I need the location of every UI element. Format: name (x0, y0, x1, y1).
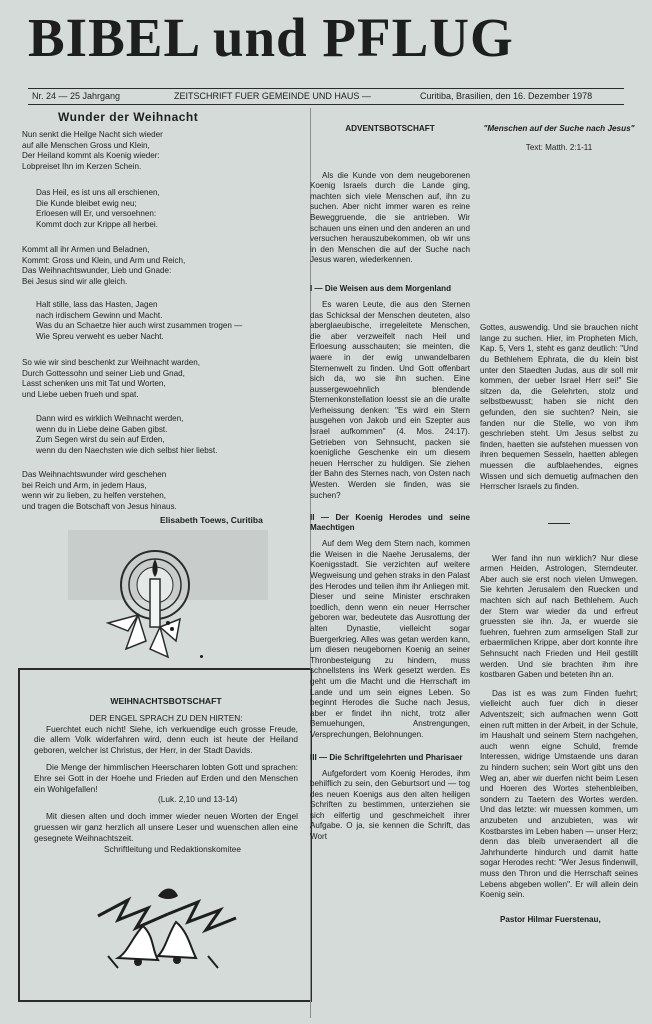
box-paragraph-1: Fuerchtet euch nicht! Siehe, ich verkuendige euch grosse Freude, die allem Volk widerfahren wird, denn euch ist heute der Heiland geboren, welcher ist Christus, der Herr, in der Stadt Davids. (34, 723, 298, 756)
poem-stanza-6 (36, 414, 217, 456)
box-paragraph-2: Die Menge der himmlischen Heerscharen lobten Gott und sprachen: Ehre sei Gott in der Hoehe und Frieden auf Erden und den Menschen ein Wohlgefallen! (34, 761, 298, 794)
box-subtitle: DER ENGEL SPRACH ZU DEN HIRTEN: (89, 712, 243, 723)
poem-line: Durch Gottessohn und seiner Lieb und Gnad, (22, 368, 185, 378)
meta-rule (28, 104, 624, 105)
box-paragraph-3: Mit diesen alten und doch immer wieder neuen Worten der Engel gruessen wir ganz herzlich all unsere Leser und wuenschen allen eine gesegnete Weihnachtszeit. (34, 811, 298, 843)
sermon-column-middle (310, 124, 470, 843)
section-1-heading: I — Die Weisen aus dem Morgenland (310, 283, 452, 293)
poem-title: Wunder der Weihnacht (58, 110, 199, 124)
poem-line: wenn wir zu lieben, zu helfen verstehen, (22, 491, 166, 501)
box-reference: (Luk. 2,10 und 13-14) (158, 794, 238, 805)
poem-stanza-1 (22, 130, 163, 172)
poem-line: bei Reich und Arm, in jedem Haus, (22, 480, 147, 490)
poem-stanza-7 (22, 470, 177, 512)
section-3-text: Aufgefordert vom Koenig Herodes, ihm behilflich zu sein, den Geburtsort und — tog des neuen Koenigs aus den alten heiligen Schriften zu bestimmen, unterziehen sie sich eilfertig und geschmeichelt ihrer Aufgabe. O ja, sie kennen die Schrift, das Wort (310, 768, 470, 842)
poem-line: auf alle Menschen Gross und Klein, (22, 140, 150, 150)
sermon-title: "Menschen auf der Suche nach Jesus" (483, 124, 635, 133)
poem-line: Der Heiland kommt als Koenig wieder: (22, 151, 160, 161)
masthead-subtitle: ZEITSCHRIFT FUER GEMEINDE UND HAUS — (174, 91, 371, 101)
poem-line: Kommt all ihr Armen und Beladnen, (22, 245, 150, 254)
poem-line: Lasst schenken uns mit Tat und Worten, (22, 379, 166, 389)
place-date: Curitiba, Brasilien, den 16. Dezember 1978 (420, 91, 593, 101)
poem-line: So wie wir sind beschenkt zur Weihnacht warden, (22, 358, 200, 367)
masthead-title: BIBEL und PFLUG (28, 7, 514, 68)
dash-divider (548, 523, 570, 524)
bells-icon (88, 856, 248, 976)
sermon-text-reference: Text: Matth. 2:1-11 (525, 142, 593, 152)
poem-line: Bei Jesus sind wir alle gleich. (22, 276, 128, 286)
section-2-text: Auf dem Weg dem Stern nach, kommen die Weisen in die Naehe Jerusalems, der Koenigsstadt. Sie verzichten auf weitere Wegweisung und gehen straks in den Palast des Herodes und teilen ihm ihr Anliegen mit. Dieser und seine Minister erschraken toedlich, denn wenn ein neuer Herrscher geboren war, bedeutete das Ausrottung der alten Dynastie, vielleicht sogar Buergerkrieg. Alles was getan werden kann, um diesen neugebornen Koenig an seiner Thronbesteigung zu hindern, muss schnellstens ins Werk gesetzt werden. Es geht um die Macht und die Herrschaft im Lande und um sein eignes Leben. So beginnt Herodes die Suche nach Jesus, aber er findet ihn nicht, trotz aller Bemuehungen, Anstrengungen, Versprechungen, Belohnungen. (310, 539, 470, 739)
poem-line: Das Weihnachtswunder wird geschehen (22, 470, 167, 479)
masthead-rule (28, 88, 624, 89)
right-paragraph-1: Gottes, auswendig. Und sie brauchen nicht lange zu suchen. Hier, im Propheten Mich, Kap. 5, Vers 1, steht es ganz deutlich: "Und du Bethlehem Ephrata, die du klein bist unter den Staedten Judas, aus dir soll mir kommen, der ueber Israel Herr sei!" Sie sitzen da, die Gelehrten, stolz und selbstbewusst; haben sie nicht den gefunden, den sie suchten? Nein, sie fanden nur die Stelle, wo von ihm geschrieben steht. Um Jesus selbst zu finden, haetten sie aufstehen muessen von ihren bequemen Sesseln, haetten ablegen muessen die aufblaehendes, eignes Wissen und sich demuetig aufmachen den Herrscher Israels zu finden. (480, 323, 638, 492)
poem-line: Kommt: Gross und Klein, und Arm und Reich, (22, 255, 186, 265)
issue-number: Nr. 24 — 25 Jahrgang (32, 91, 121, 101)
poem-line: Dann wird es wirklich Weihnacht werden, (36, 414, 184, 423)
poem-line: Wie Spreu verweht es ueber Nacht. (36, 331, 164, 341)
poem-line: Halt stille, lass das Hasten, Jagen (36, 300, 158, 309)
poem-line: nach irdischem Gewinn und Macht. (36, 310, 163, 320)
sermon-author: Pastor Hilmar Fuerstenau, (500, 914, 601, 924)
poem-line: Die Kunde bleibet ewig neu; (36, 198, 137, 208)
right-paragraph-3: Das ist es was zum Finden fuehrt; vielleicht auch fuer dich in dieser Adventszeit; sich aufmachen wenn Gott einen ruft mitten in der Arbeit, in der Schule, im Haushalt und seinem Stern nachgehen, auch wenn eigne Schuld, fremde Interessen, widrige Umstaende uns daran zu hindern suchen; sein Wort gibt uns den Weg an, aber wir duerfen nicht beim Lesen und Hoeren des Wortes stehenbleiben, sondern zu Taetern des Wortes werden. Und das letzte: wir muessen kommen, um anzubeten und anzubieten, was wir Kostbarstes im Leben haben — unser Herz; denn das bleib unveraendert all die Jahrhunderte hindurch und damit hatte sogar Herodes recht: "Wer Jesus findenwill, muss den Thron und die Herrschaft seines Lebens abgeben wollen". Er will allein dein Koenig sein. (480, 688, 638, 900)
right-paragraph-2: Wer fand ihn nun wirklich? Nur diese armen Heiden, Astrologen, Sterndeuter. Aber auch sie erst noch vielen Umwegen. Sie kehrten Jerusalem den Ruecken und machten sich auf nach Bethlehem. Auch der Stern war wieder da und erfreut gruessten sie ihn. Ja, er wuerde sie fuehren, fuehren zum armseligen Stall zur erbaermlichen Krippe, aber dort konnte ihre Sehnsucht nach Frieden und Heil gestillt werden. Und sie brachten ihm ihre kostbaren Gaben und beteten ihn an. (480, 553, 638, 680)
poem-line: Nun senkt die Heilge Nacht sich wieder (22, 130, 163, 139)
poem-stanza-5 (22, 358, 200, 400)
candle-icon (98, 545, 208, 665)
poem-line: Das Weihnachtswunder, Lieb und Gnade: (22, 266, 172, 276)
sermon-heading: ADVENTSBOTSCHAFT (345, 124, 435, 133)
section-2-heading: II — Der Koenig Herodes und seine Maechtigen (310, 513, 470, 533)
poem-stanza-4 (36, 300, 242, 342)
sermon-column-right (480, 124, 638, 925)
poem-stanza-3 (22, 245, 185, 287)
poem-line: Kommt doch zur Krippe all herbei. (36, 219, 158, 229)
section-3-heading: III — Die Schriftgelehrten und Pharisaer (310, 752, 463, 762)
poem-line: wenn du in Liebe deine Gaben gibst. (36, 424, 168, 434)
section-1-text: Es waren Leute, die aus den Sternen das Schicksal der Menschen deuteten, also aberglaeubische, irregeleitete Menschen, die aber verzweifelt nach Heil und Erloesung ausschauten; sie meinten, die waere in der ewig unwandelbaren Sternenwelt zu finden. Und Gott offenbart sich da, wo sie ihn suchen. Eine aussergewoehnlich blendende Sternenkonstellation loesst sie an die uralte Verheissung denken: "Es wird ein Stern ausgehen von Jakob und ein Szepter aus Israel aufkommen" (4. Mos. 24:17). Getrieben von Sehnsucht, packen sie koenigliche Geschenke ein um diesem neuen Herrscher zu huldigen. Sie ziehen der Bahn des Sternes nach, von Osten nach Westen. Werden sie finden, was sie suchen? (310, 299, 470, 500)
poem-line: Zum Segen wirst du sein auf Erden, (36, 435, 165, 445)
poem-line: und tragen die Botschaft von Jesus hinaus. (22, 501, 177, 511)
poem-line: Was du an Schaetze hier auch wirst zusammen trogen — (36, 321, 243, 331)
poem-line: Das Heil, es ist uns all erschienen, (36, 188, 160, 197)
box-title: WEIHNACHTSBOTSCHAFT (110, 696, 222, 706)
poem-line: und Liebe ueben frueh und spat. (22, 389, 139, 399)
poem-line: wenn du den Naechsten wie dich selbst hier liebst. (36, 445, 218, 455)
box-signature: Schriftleitung und Redaktionskomitee (104, 843, 241, 854)
sermon-intro: Als die Kunde von dem neugeborenen Koenig Israels durch die Lande ging, machten sich viele Menschen auf, ihn zu suchen. Aber nicht immer waren es reine Beweggruende, die sie antrieben. Wir schauen uns einen und den anderen an und versuchen herauszubekommen, ob wir uns in den Menschen die auf der Suche nach Jesus waren, wiederkennen. (310, 170, 470, 265)
poem-author: Elisabeth Toews, Curitiba (160, 515, 263, 525)
dot-divider (200, 655, 203, 658)
christmas-message-content (34, 684, 298, 854)
poem-stanza-2 (36, 188, 160, 230)
poem-line: Lobpreiset Ihn im Kerzen Schein. (22, 161, 142, 171)
christmas-message-box (18, 668, 312, 1002)
poem-line: Erloesen will Er, und versoehnen: (36, 209, 157, 219)
